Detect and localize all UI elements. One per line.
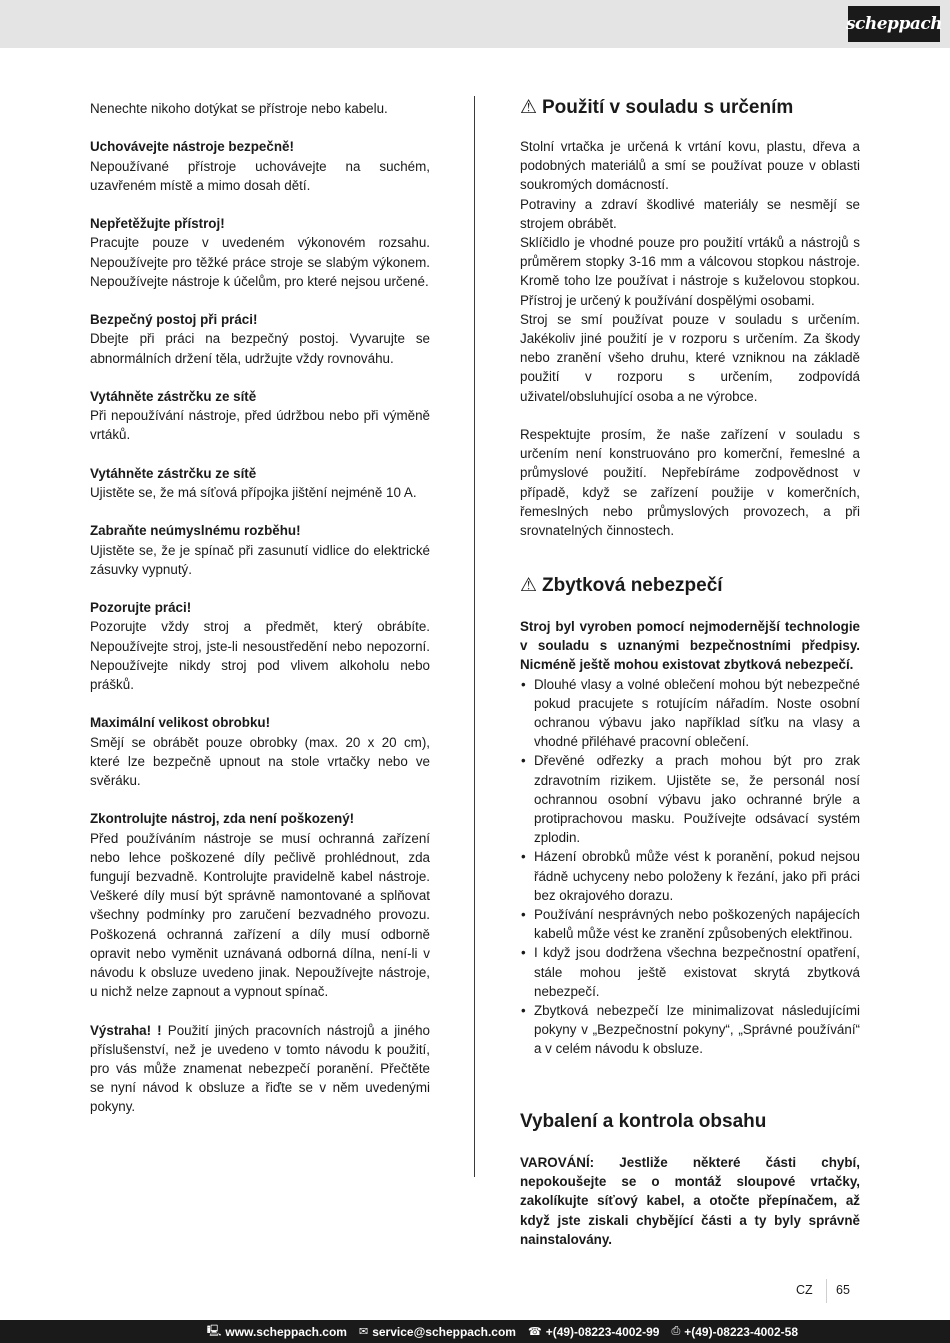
column-divider <box>474 96 475 1177</box>
residual-risks-intro: Stroj byl vyroben pomocí nejmodernější technologie v souladu s uznanými bezpečnostními předpisy. Nicméně ještě mohou existovat zbytková nebezpečí. <box>520 619 860 673</box>
commercial-use-note: Respektujte prosím, že naše zařízení v souladu s určením není konstruováno pro komerční, řemeslné a průmyslové použití. Nepřebíráme zodpovědnost v případě, když se zařízení použije v komerčních, řemeslných nebo průmyslových provozech, a při srovnatelných činnostech. <box>520 427 860 539</box>
section-title-text: Zbytková nebezpečí <box>542 575 723 596</box>
safety-block <box>90 310 430 368</box>
phone-icon: ☎ <box>527 1326 542 1338</box>
residual-risks-list <box>520 675 860 1059</box>
section-title-residual-risks <box>520 574 723 598</box>
residual-risks-section <box>520 617 860 1059</box>
email-link[interactable]: service@scheppach.com <box>372 1324 516 1339</box>
safety-block <box>90 521 430 579</box>
safety-block <box>90 809 430 1001</box>
block-text: Při nepoužívání nástroje, před údržbou nebo při výměně vrtáků. <box>90 408 430 443</box>
list-item: • Zbytková nebezpečí lze minimalizovat následujícími pokyny v „Bezpečnostní pokyny“, „Správné používání“ a v celém návodu k obsluze. <box>520 1001 860 1059</box>
fax-number: +(49)-08223-4002-58 <box>684 1324 798 1339</box>
unpacking-warning: VAROVÁNÍ: Jestliže některé části chybí, nepokoušejte se o montáž sloupové vrtačky, zakolíkujte síťový kabel, a otočte přepínačem, až když jste ziskali chybějící části a ty byly správně nainstalovány. <box>520 1155 860 1247</box>
block-text: Před používáním nástroje se musí ochranná zařízení nebo lehce poškozené díly pečlivě prohlédnout, zda fungují bezvadně. Kontrolujte pravidelně kabel nástroje. Veškeré díly musí být správně namontované a splňovat všechny podmínky pro zaručení bezvadného provozu. Poškozená ochranná zařízení a díly musí odborně opravit nebo vyměnit uznávaná odborná dílna, není-li v návodu k obsluze uvedeno jinak. Nepoužívejte nástroje, u nichž nelze zapnout a vypnout spínač. <box>90 830 430 1000</box>
brand-logo: scheppach <box>848 6 940 42</box>
block-heading: Vytáhněte zástrčku ze sítě <box>90 465 257 481</box>
block-heading: Zabraňte neúmyslnému rozběhu! <box>90 523 301 539</box>
list-item: • I když jsou dodržena všechna bezpečnostní opatření, stále mohou ještě existovat skrytá zbytková nebezpečí. <box>520 943 860 1001</box>
safety-block <box>90 137 430 195</box>
warning-triangle-icon: ⚠ <box>520 97 538 118</box>
safety-block <box>90 598 430 694</box>
block-heading: Nepřetěžujte přístroj! <box>90 216 225 232</box>
warning-triangle-icon: ⚠ <box>520 575 538 596</box>
fax-item <box>671 1325 798 1339</box>
list-item: • Dřevěné odřezky a prach mohou být pro zrak zdravotním rizikem. Ujistěte se, že personál nosí ochrannou osobní výbavu jako ochranné brýle a protiprachovou masku. Používejte odsávací systém zplodin. <box>520 751 860 847</box>
website-link[interactable]: www.scheppach.com <box>225 1324 347 1339</box>
safety-block <box>90 214 430 291</box>
section-title-text: Použití v souladu s určením <box>542 97 794 118</box>
intended-use-paragraph: Stroj se smí používat pouze v souladu s určením. Jakékoliv jiné použití je v rozporu s určením. Za škody nebo zranění všeho druhu, které vzniknou na základě použití v rozporu s určením, zodpovídá uživatel/obsluhující osoba a ne výrobce. <box>520 311 860 404</box>
block-heading: Pozorujte práci! <box>90 600 192 616</box>
block-text: Pozorujte vždy stroj a předmět, který obrábíte. Nepoužívejte stroj, jste-li nesoustředění nebo nepozorní. Nepoužívejte nikdy stroj pod vlivem alkoholu nebo prášků. <box>90 619 430 692</box>
language-code: CZ <box>796 1283 813 1297</box>
intended-use-paragraph: Potraviny a zdraví škodlivé materiály se nesmějí se strojem obrábět. <box>520 196 860 231</box>
block-heading: Maximální velikost obrobku! <box>90 715 271 731</box>
fax-icon: ⎙ <box>671 1325 681 1337</box>
header-bar <box>0 0 950 48</box>
warning-label: Výstraha! ! <box>90 1022 162 1038</box>
block-heading: Bezpečný postoj při práci! <box>90 312 258 328</box>
block-text: Ujistěte se, že má síťová přípojka jištění nejméně 10 A. <box>90 484 417 500</box>
warning-text: Použití jiných pracovních nástrojů a jiného příslušenství, než je uvedeno v tomto návodu k použití, pro vás může znamenat nebezpečí poranění. Přečtěte se nyní návod k obsluze a řiďte se v něm uvedenými pokyny. <box>90 1022 430 1115</box>
right-column <box>520 137 860 540</box>
list-item: • Házení obrobků může vést k poranění, pokud nejsou řádně uchyceny nebo položeny k řezání, jako při práci bez okrajového dorazu. <box>520 847 860 905</box>
block-text: Smějí se obrábět pouze obrobky (max. 20 x 20 cm), které lze bezpečně upnout na stole vrtačky nebo ve svěráku. <box>90 734 430 788</box>
list-item: • Používání nesprávných nebo poškozených napájecích kabelů může vést ke zranění způsobených elektřinou. <box>520 905 860 943</box>
warning-block <box>90 1021 430 1117</box>
block-heading: Zkontrolujte nástroj, zda není poškozený! <box>90 811 355 827</box>
computer-icon: 🖳 <box>206 1325 222 1337</box>
block-heading: Vytáhněte zástrčku ze sítě <box>90 388 257 404</box>
block-text: Ujistěte se, že je spínač při zasunutí vidlice do elektrické zásuvky vypnutý. <box>90 542 430 577</box>
section-title-unpacking: Vybalení a kontrola obsahu <box>520 1111 767 1132</box>
website-item[interactable] <box>207 1322 347 1341</box>
block-text: Pracujte pouze v uvedeném výkonovém rozsahu. Nepoužívejte pro těžké práce stroje se slabým výkonem. Nepoužívejte nástroje k účelům, pro které nejsou určené. <box>90 235 430 289</box>
safety-block <box>90 387 430 445</box>
contact-bar <box>0 1320 950 1343</box>
phone-number: +(49)-08223-4002-99 <box>545 1324 660 1339</box>
phone-item <box>528 1325 659 1339</box>
intended-use-paragraph: Stolní vrtačka je určená k vrtání kovu, plastu, dřeva a podobných materiálů a smí se používat pouze v oblasti soukromých domácností. <box>520 139 860 193</box>
intended-use-paragraph: Sklíčidlo je vhodné pouze pro použití vrtáků a nástrojů s průměrem stopky 3-16 mm a válcovou stopkou nástroje. Kromě toho lze používat i nástroje s kuželovou stopkou. Přístroj je určený k používání dospělými osobami. <box>520 235 860 308</box>
section-title-intended-use <box>520 96 793 120</box>
list-item: • Dlouhé vlasy a volné oblečení mohou být nebezpečné pokud pracujete s rotujícím nářadím. Noste osobní ochranou výbavu jako například síťku na vlasy a vhodné přiléhavé pracovní oblečení. <box>520 675 860 752</box>
block-text: Nenechte nikoho dotýkat se přístroje nebo kabelu. <box>90 101 388 116</box>
safety-block <box>90 713 430 790</box>
safety-block <box>90 464 430 502</box>
block-text: Nepoužívané přístroje uchovávejte na suchém, uzavřeném místě a mimo dosah dětí. <box>90 158 430 193</box>
page-number: 65 <box>836 1283 850 1297</box>
email-icon: ✉ <box>358 1326 369 1338</box>
safety-block <box>90 99 430 118</box>
footer-divider <box>826 1279 827 1303</box>
block-heading: Uchovávejte nástroje bezpečně! <box>90 139 294 155</box>
left-column <box>90 99 430 1136</box>
block-text: Dbejte při práci na bezpečný postoj. Vyvarujte se abnormálních držení těla, udržujte vždy rovnováhu. <box>90 331 430 366</box>
email-item[interactable] <box>359 1325 516 1339</box>
